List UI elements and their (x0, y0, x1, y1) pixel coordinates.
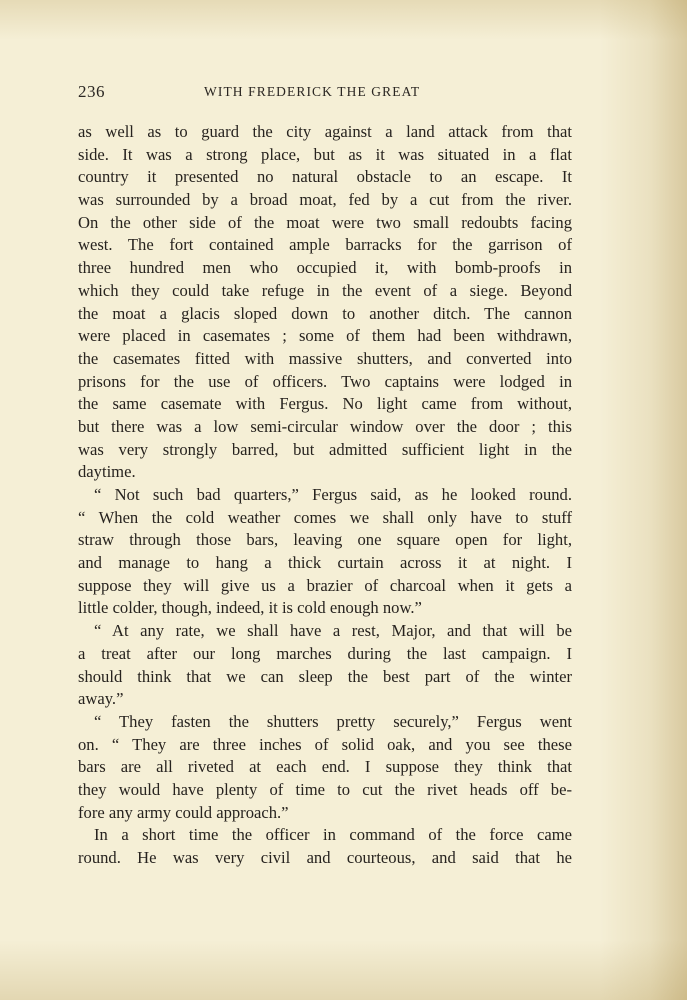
text-line: little colder, though, indeed, it is cold enough now.” (78, 598, 422, 618)
text-line: side. It was a strong place, but as it was situated in a flat (78, 144, 572, 164)
text-line: round. He was very civil and courteous, and said that he (78, 848, 572, 867)
body-text (78, 121, 572, 870)
text-line: fore any army could approach.” (78, 802, 289, 822)
text-line: as well as to guard the city against a land attack from that (78, 122, 572, 141)
text-line: was very strongly barred, but admitted sufficient light in the (78, 439, 572, 459)
text-line: away.” (78, 689, 124, 709)
text-line: the casemates fitted with massive shutters, and converted into (78, 348, 572, 368)
text-line: daytime. (78, 462, 136, 482)
text-line: and manage to hang a thick curtain across it at night. I (78, 553, 572, 573)
text-line: bars are all riveted at each end. I suppose they think that (78, 757, 572, 777)
text-line: the same casemate with Fergus. No light came from without, (78, 394, 572, 414)
text-line: three hundred men who occupied it, with bomb-proofs in (78, 258, 572, 278)
text-line: was surrounded by a broad moat, fed by a cut from the river. (78, 190, 572, 210)
page-header (78, 82, 572, 106)
text-line: “ At any rate, we shall have a rest, Major, and that will be (94, 621, 572, 641)
text-line: prisons for the use of officers. Two captains were lodged in (78, 371, 572, 391)
text-line: were placed in casemates ; some of them had been withdrawn, (78, 326, 572, 346)
text-line: On the other side of the moat were two small redoubts facing (78, 212, 572, 232)
page-number: 236 (78, 82, 105, 101)
text-line: “ When the cold weather comes we shall only have to stuff (78, 507, 572, 527)
text-line: they would have plenty of time to cut the rivet heads off be- (78, 779, 572, 799)
text-line: “ Not such bad quarters,” Fergus said, as he looked round. (94, 485, 572, 504)
text-line: which they could take refuge in the event of a siege. Beyond (78, 280, 572, 300)
running-title: WITH FREDERICK THE GREAT (204, 84, 421, 99)
text-line: suppose they will give us a brazier of charcoal when it gets a (78, 575, 572, 595)
text-line: “ They fasten the shutters pretty securely,” Fergus went (94, 711, 572, 731)
text-line: In a short time the officer in command of the force came (94, 825, 572, 845)
text-line: the moat a glacis sloped down to another ditch. The cannon (78, 303, 572, 323)
text-line: west. The fort contained ample barracks for the garrison of (78, 235, 572, 255)
text-line: should think that we can sleep the best part of the winter (78, 666, 572, 686)
text-line: straw through those bars, leaving one square open for light, (78, 530, 572, 550)
text-line: country it presented no natural obstacle to an escape. It (78, 167, 572, 187)
text-line: a treat after our long marches during the last campaign. I (78, 643, 572, 663)
text-line: but there was a low semi-circular window over the door ; this (78, 416, 572, 436)
text-line: on. “ They are three inches of solid oak, and you see these (78, 734, 572, 754)
